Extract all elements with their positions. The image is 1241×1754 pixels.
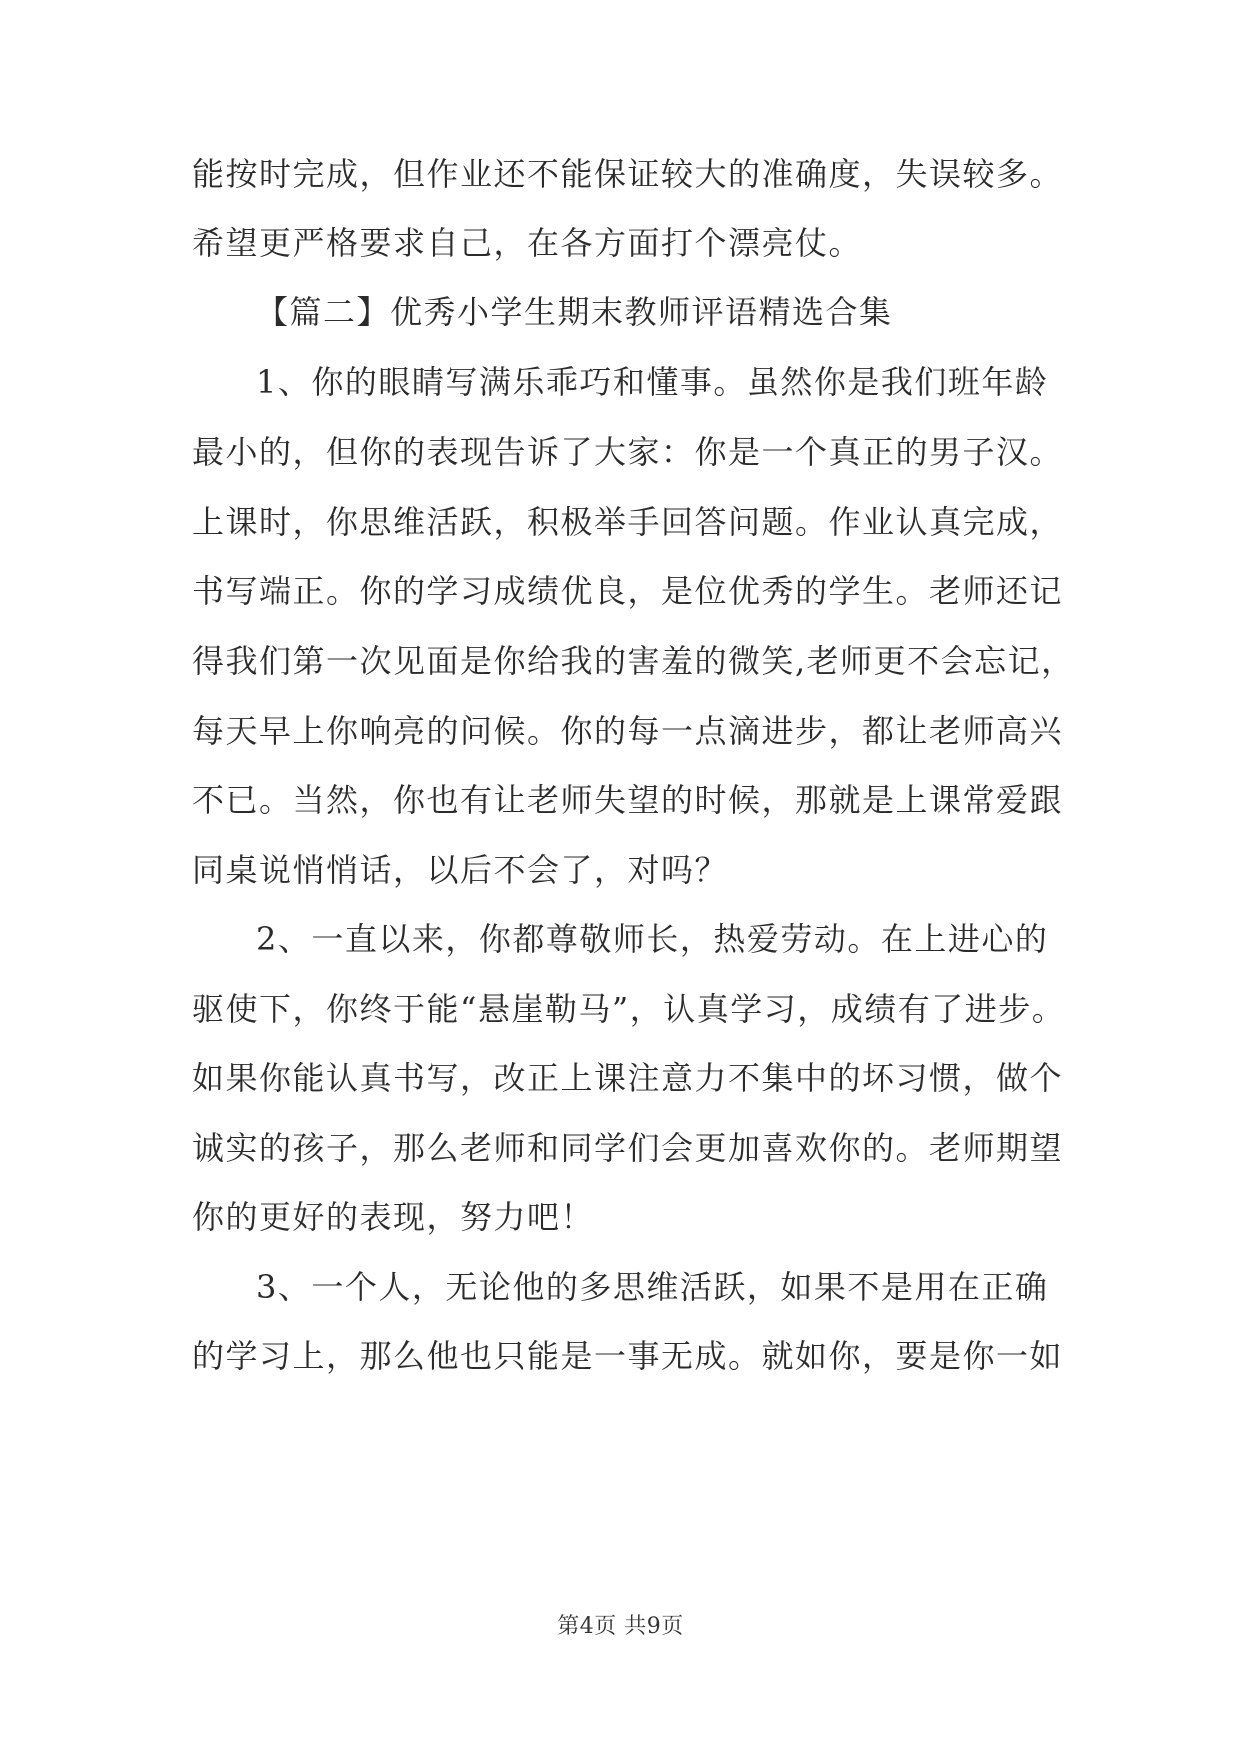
text-line: 希望更严格要求自己，在各方面打个漂亮仗。 bbox=[192, 224, 863, 262]
text-line: 的学习上，那么他也只能是一事无成。就如你，要是你一如 bbox=[192, 1337, 1064, 1375]
text-line: 3、一个人，无论他的多思维活跃，如果不是用在正确 bbox=[256, 1268, 1049, 1306]
text-line: 你的更好的表现，努力吧！ bbox=[192, 1198, 595, 1236]
text-line: 得我们第一次见面是你给我的害羞的微笑,老师更不会忘记， bbox=[192, 642, 1075, 680]
text-line: 每天早上你响亮的问候。你的每一点滴进步，都让老师高兴 bbox=[192, 712, 1064, 750]
page-footer: 第4页 共9页 bbox=[557, 1614, 684, 1639]
text-line: 诚实的孩子，那么老师和同学们会更加喜欢你的。老师期望 bbox=[192, 1129, 1064, 1167]
text-line: 能按时完成，但作业还不能保证较大的准确度，失误较多。 bbox=[192, 155, 1064, 193]
section-heading: 【篇二】优秀小学生期末教师评语精选合集 bbox=[256, 293, 893, 331]
text-line: 不已。当然，你也有让老师失望的时候，那就是上课常爱跟 bbox=[192, 781, 1064, 819]
text-line: 上课时，你思维活跃，积极举手回答问题。作业认真完成， bbox=[192, 503, 1064, 541]
text-line: 驱使下，你终于能“悬崖勒马”，认真学习，成绩有了进步。 bbox=[192, 990, 1066, 1028]
text-line: 如果你能认真书写，改正上课注意力不集中的坏习惯，做个 bbox=[192, 1059, 1064, 1097]
text-line: 书写端正。你的学习成绩优良，是位优秀的学生。老师还记 bbox=[192, 572, 1064, 610]
text-line: 2、一直以来，你都尊敬师长，热爱劳动。在上进心的 bbox=[256, 920, 1049, 958]
text-line: 同桌说悄悄话，以后不会了，对吗？ bbox=[192, 851, 729, 889]
text-line: 1、你的眼睛写满乐乖巧和懂事。虽然你是我们班年龄 bbox=[256, 363, 1049, 401]
text-line: 最小的，但你的表现告诉了大家：你是一个真正的男子汉。 bbox=[192, 433, 1064, 471]
